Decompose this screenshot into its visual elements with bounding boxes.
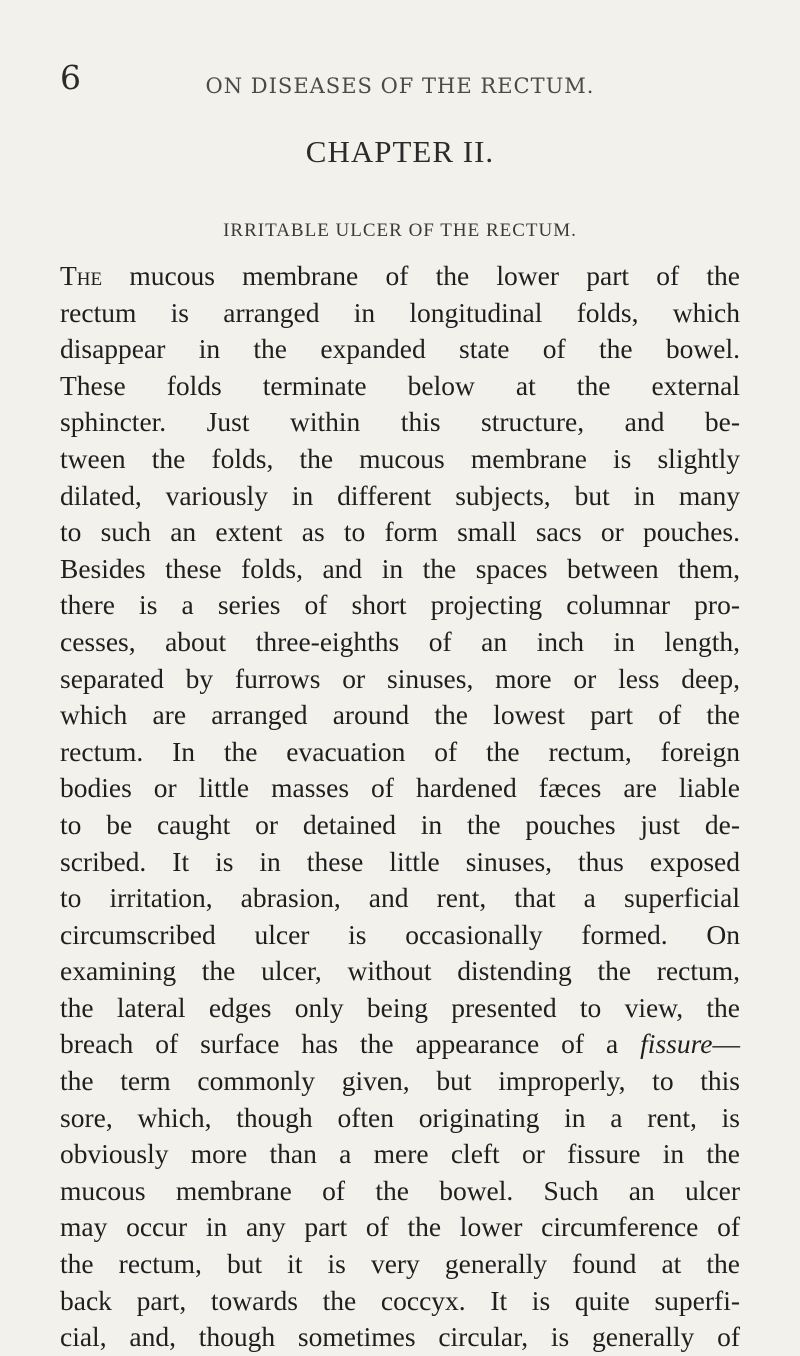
text-line: the rectum, but it is very generally found at the bbox=[60, 1248, 740, 1280]
running-title: ON DISEASES OF THE RECTUM. bbox=[205, 74, 595, 98]
text-line: sore, which, though often originating in a rent, is bbox=[60, 1101, 740, 1133]
text-line-start: breach of surface has the appearance of a bbox=[60, 1028, 641, 1060]
text-line: bodies or little masses of hardened fæces are liable bbox=[60, 772, 740, 804]
italic-word: fissure bbox=[640, 1028, 713, 1060]
text-line: tween the folds, the mucous membrane is slightly bbox=[60, 442, 740, 474]
text-line: rectum is arranged in longitudinal folds, which bbox=[60, 296, 740, 328]
opening-word: The bbox=[60, 260, 103, 291]
page-number: 6 bbox=[60, 58, 81, 97]
text-line: rectum. In the evacuation of the rectum, foreign bbox=[60, 735, 740, 767]
text-line: separated by furrows or sinuses, more or less deep, bbox=[60, 662, 740, 694]
text-line-rest: mucous membrane of the lower part of the bbox=[102, 260, 740, 291]
text-line: examining the ulcer, without distending the rectum, bbox=[60, 955, 740, 987]
text-line: These folds terminate below at the external bbox=[60, 369, 740, 401]
running-head bbox=[60, 58, 740, 106]
text-line bbox=[60, 258, 740, 295]
text-line bbox=[60, 1026, 740, 1063]
text-line: may occur in any part of the lower circumference of bbox=[60, 1211, 740, 1243]
chapter-subtitle: IRRITABLE ULCER OF THE RECTUM. bbox=[223, 220, 577, 241]
text-line: the term commonly given, but improperly, to this bbox=[60, 1065, 740, 1097]
body-paragraph bbox=[60, 258, 740, 1356]
text-line: mucous membrane of the bowel. Such an ulcer bbox=[60, 1174, 740, 1206]
text-line: disappear in the expanded state of the bowel. bbox=[60, 333, 740, 365]
text-line: cial, and, though sometimes circular, is generally of bbox=[60, 1321, 740, 1353]
text-line: to be caught or detained in the pouches just de- bbox=[60, 808, 740, 840]
text-line: there is a series of short projecting columnar pro- bbox=[60, 589, 740, 621]
text-line-end: — bbox=[712, 1028, 740, 1060]
text-line: obviously more than a mere cleft or fissure in the bbox=[60, 1138, 740, 1170]
text-line: back part, towards the coccyx. It is quite superfi- bbox=[60, 1284, 740, 1316]
text-line: sphincter. Just within this structure, and be- bbox=[60, 406, 740, 438]
chapter-title: CHAPTER II. bbox=[305, 134, 495, 169]
text-line: Besides these folds, and in the spaces between them, bbox=[60, 552, 740, 584]
text-line: cesses, about three-eighths of an inch in length, bbox=[60, 625, 740, 657]
text-line: scribed. It is in these little sinuses, thus exposed bbox=[60, 845, 740, 877]
text-line: to such an extent as to form small sacs or pouches. bbox=[60, 516, 740, 548]
text-line: dilated, variously in different subjects, but in many bbox=[60, 479, 740, 511]
text-line: which are arranged around the lowest part of the bbox=[60, 699, 740, 731]
text-line: circumscribed ulcer is occasionally formed. On bbox=[60, 918, 740, 950]
text-line: to irritation, abrasion, and rent, that a superficial bbox=[60, 882, 740, 914]
text-line: the lateral edges only being presented to view, the bbox=[60, 991, 740, 1023]
